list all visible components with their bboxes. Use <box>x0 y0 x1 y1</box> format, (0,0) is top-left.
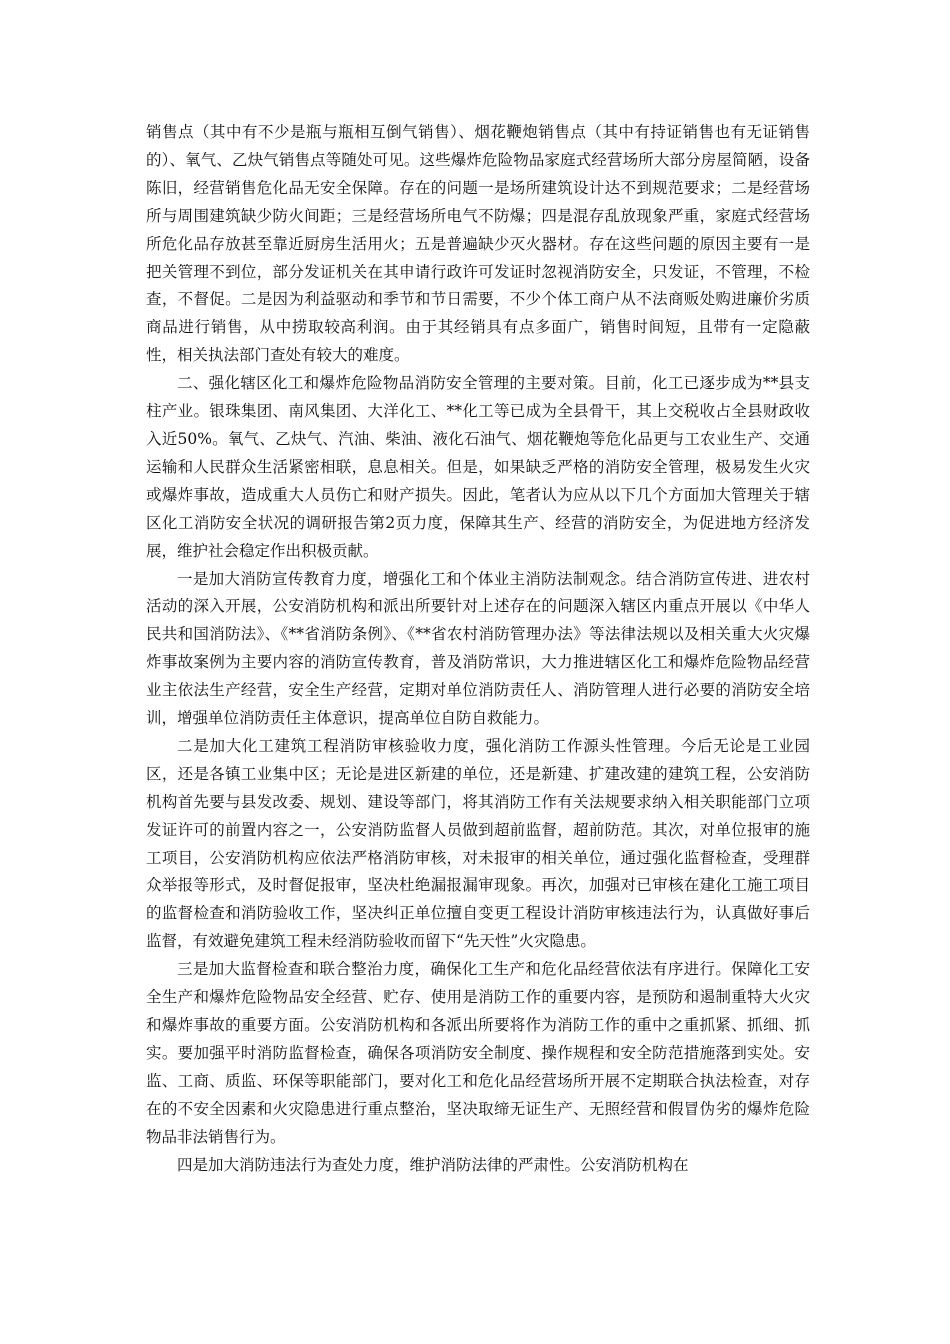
paragraph-section-two-heading: 二、强化辖区化工和爆炸危险物品消防安全管理的主要对策。目前，化工已逐步成为**县支柱产业。银珠集团、南风集团、大洋化工、**化工等已成为全县骨干，其上交税收占全县财政收入近50%。氧气、乙炔气、汽油、柴油、液化石油气、烟花鞭炮等危化品更与工农业生产、交通运输和人民群众生活紧密相联，息息相关。但是，如果缺乏严格的消防安全管理，极易发生火灾或爆炸事故，造成重大人员伤亡和财产损失。因此，笔者认为应从以下几个方面加大管理关于辖区化工消防安全状况的调研报告第2页力度，保障其生产、经营的消防安全，为促进地方经济发展，维护社会稳定作出积极贡献。 <box>146 374 810 560</box>
document-page <box>146 119 810 1179</box>
paragraph-measure-two: 二是加大化工建筑工程消防审核验收力度，强化消防工作源头性管理。今后无论是工业园区，还是各镇工业集中区；无论是进区新建的单位，还是新建、扩建改建的建筑工程，公安消防机构首先要与县发改委、规划、建设等部门，将其消防工作有关法规要求纳入相关职能部门立项发证许可的前置内容之一，公安消防监督人员做到超前监督，超前防范。其次，对单位报审的施工项目，公安消防机构应依法严格消防审核，对未报审的相关单位，通过强化监督检查，受理群众举报等形式，及时督促报审，坚决杜绝漏报漏审现象。再次，加强对已审核在建化工施工项目的监督检查和消防验收工作，坚决纠正单位擅自变更工程设计消防审核违法行为，认真做好事后监督，有效避免建筑工程未经消防验收而留下“先天性”火灾隐患。 <box>146 736 810 951</box>
paragraph-measure-three: 三是加大监督检查和联合整治力度，确保化工生产和危化品经营依法有序进行。保障化工安全生产和爆炸危险物品安全经营、贮存、使用是消防工作的重要内容，是预防和遏制重特大火灾和爆炸事故的重要方面。公安消防机构和各派出所要将作为消防工作的重中之重抓紧、抓细、抓实。要加强平时消防监督检查，确保各项消防安全制度、操作规程和安全防范措施落到实处。安监、工商、质监、环保等职能部门，要对化工和危化品经营场所开展不定期联合执法检查，对存在的不安全因素和火灾隐患进行重点整治，坚决取缔无证生产、无照经营和假冒伪劣的爆炸危险物品非法销售行为。 <box>146 960 810 1146</box>
paragraph-measure-four: 四是加大消防违法行为查处力度，维护消防法律的严肃性。公安消防机构在 <box>177 1155 689 1174</box>
paragraph-measure-one: 一是加大消防宣传教育力度，增强化工和个体业主消防法制观念。结合消防宣传进、进农村活动的深入开展，公安消防机构和派出所要针对上述存在的问题深入辖区内重点开展以《中华人民共和国消防法》、《**省消防条例》、《**省农村消防管理办法》等法律法规以及相关重大火灾爆炸事故案例为主要内容的消防宣传教育，普及消防常识，大力推进辖区化工和爆炸危险物品经营业主依法生产经营，安全生产经营，定期对单位消防责任人、消防管理人进行必要的消防安全培训，增强单位消防责任主体意识，提高单位自防自救能力。 <box>146 569 810 728</box>
paragraph-continuation: 销售点（其中有不少是瓶与瓶相互倒气销售）、烟花鞭炮销售点（其中有持证销售也有无证销售的）、氧气、乙炔气销售点等随处可见。这些爆炸危险物品家庭式经营场所大部分房屋简陋，设备陈旧，经营销售危化品无安全保障。存在的问题一是场所建筑设计达不到规范要求；二是经营场所与周围建筑缺少防火间距；三是经营场所电气不防爆；四是混存乱放现象严重，家庭式经营场所危化品存放甚至靠近厨房生活用火；五是普遍缺少灭火器材。存在这些问题的原因主要有一是把关管理不到位，部分发证机关在其申请行政许可发证时忽视消防安全，只发证，不管理，不检查，不督促。二是因为利益驱动和季节和节日需要，不少个体工商户从不法商贩处购进廉价劣质商品进行销售，从中捞取较高利润。由于其经销具有点多面广，销售时间短，且带有一定隐蔽性，相关执法部门查处有较大的难度。 <box>146 123 810 365</box>
